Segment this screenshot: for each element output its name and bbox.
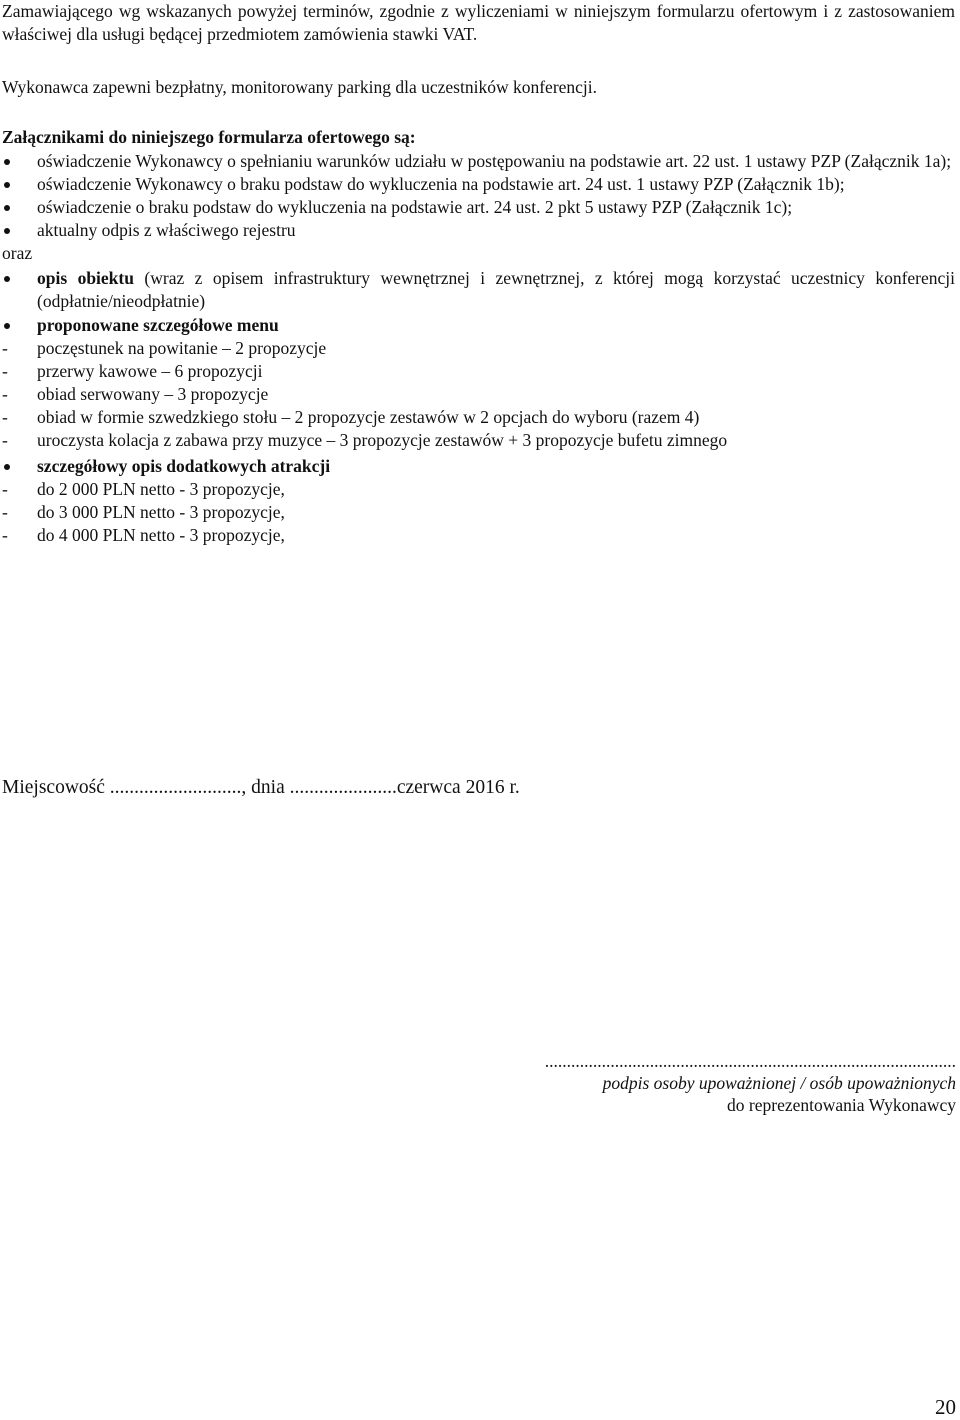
list-item: aktualny odpis z właściwego rejestru [2, 219, 955, 242]
menu-item-text: obiad w formie szwedzkiego stołu – 2 propozycje zestawów w 2 opcjach do wyboru (razem 4) [37, 407, 700, 427]
dash-mark: - [2, 361, 8, 381]
oraz-text: oraz [2, 243, 33, 263]
attractions-list [2, 455, 955, 478]
list-item [2, 383, 955, 406]
attractions-heading: szczegółowy opis dodatkowych atrakcji [2, 455, 955, 478]
menu-heading: proponowane szczegółowe menu [2, 314, 955, 337]
list-item [2, 360, 955, 383]
list-item [2, 478, 955, 501]
object-description-text: (wraz z opisem infrastruktury wewnętrznej i zewnętrznej, z której mogą korzystać uczestnicy konferencji (odpłatnie/nieodpłatnie) [37, 268, 955, 311]
menu-item-text: uroczysta kolacja z zabawa przy muzyce – 3 propozycje zestawów + 3 propozycje bufetu zimnego [37, 430, 728, 450]
dash-mark: - [2, 430, 8, 450]
place-date-text: Miejscowość ..........................., dnia ......................czerwca 2016 r. [2, 777, 520, 798]
attraction-item-text: do 4 000 PLN netto - 3 propozycje, [37, 525, 285, 545]
attractions-items [2, 478, 955, 547]
attraction-item-text: do 2 000 PLN netto - 3 propozycje, [37, 479, 285, 499]
list-item: oświadczenie Wykonawcy o spełnianiu warunków udziału w postępowaniu na podstawie art. 22 ust. 1 ustawy PZP (Załącznik 1a); [2, 150, 955, 173]
dash-mark: - [2, 407, 8, 427]
attachments-section [2, 126, 955, 547]
dash-mark: - [2, 502, 8, 522]
signature-caption: podpis osoby upoważnionej / osób upoważnionych [602, 1073, 956, 1093]
menu-item-text: obiad serwowany – 3 propozycje [37, 384, 269, 404]
menu-item-text: przerwy kawowe – 6 propozycji [37, 361, 263, 381]
object-description-label: opis obiektu [37, 268, 134, 288]
list-item [2, 524, 955, 547]
intro-text: Zamawiającego wg wskazanych powyżej terminów, zgodnie z wyliczeniami w niniejszym formularzu ofertowym i z zastosowaniem właściwej dla usługi będącej przedmiotem zamówienia stawki VAT. [2, 1, 955, 44]
page-number: 20 [935, 1395, 956, 1419]
menu-list [2, 337, 955, 452]
parking-paragraph [2, 76, 955, 99]
dash-mark: - [2, 479, 8, 499]
attraction-item-text: do 3 000 PLN netto - 3 propozycje, [37, 502, 285, 522]
dash-mark: - [2, 384, 8, 404]
object-description-item [2, 267, 955, 313]
attachments-heading: Załącznikami do niniejszego formularza ofertowego są: [2, 127, 416, 147]
dash-mark: - [2, 525, 8, 545]
place-date-line [2, 776, 955, 799]
list-item: oświadczenie Wykonawcy o braku podstaw do wykluczenia na podstawie art. 24 ust. 1 ustawy PZP (Załącznik 1b); [2, 173, 955, 196]
menu-item-text: poczęstunek na powitanie – 2 propozycje [37, 338, 327, 358]
attachments-list [2, 150, 955, 242]
signature-caption-2: do reprezentowania Wykonawcy [727, 1095, 956, 1115]
list-item: oświadczenie o braku podstaw do wykluczenia na podstawie art. 24 ust. 2 pkt 5 ustawy PZP (Załącznik 1c); [2, 196, 955, 219]
list-item [2, 429, 955, 452]
list-item [2, 337, 955, 360]
extra-attachments-list [2, 267, 955, 337]
list-item [2, 406, 955, 429]
dash-mark: - [2, 338, 8, 358]
signature-dots: .............................................................................................. [544, 1051, 956, 1071]
parking-text: Wykonawca zapewni bezpłatny, monitorowany parking dla uczestników konferencji. [2, 77, 598, 97]
intro-paragraph [2, 0, 955, 46]
list-item [2, 501, 955, 524]
